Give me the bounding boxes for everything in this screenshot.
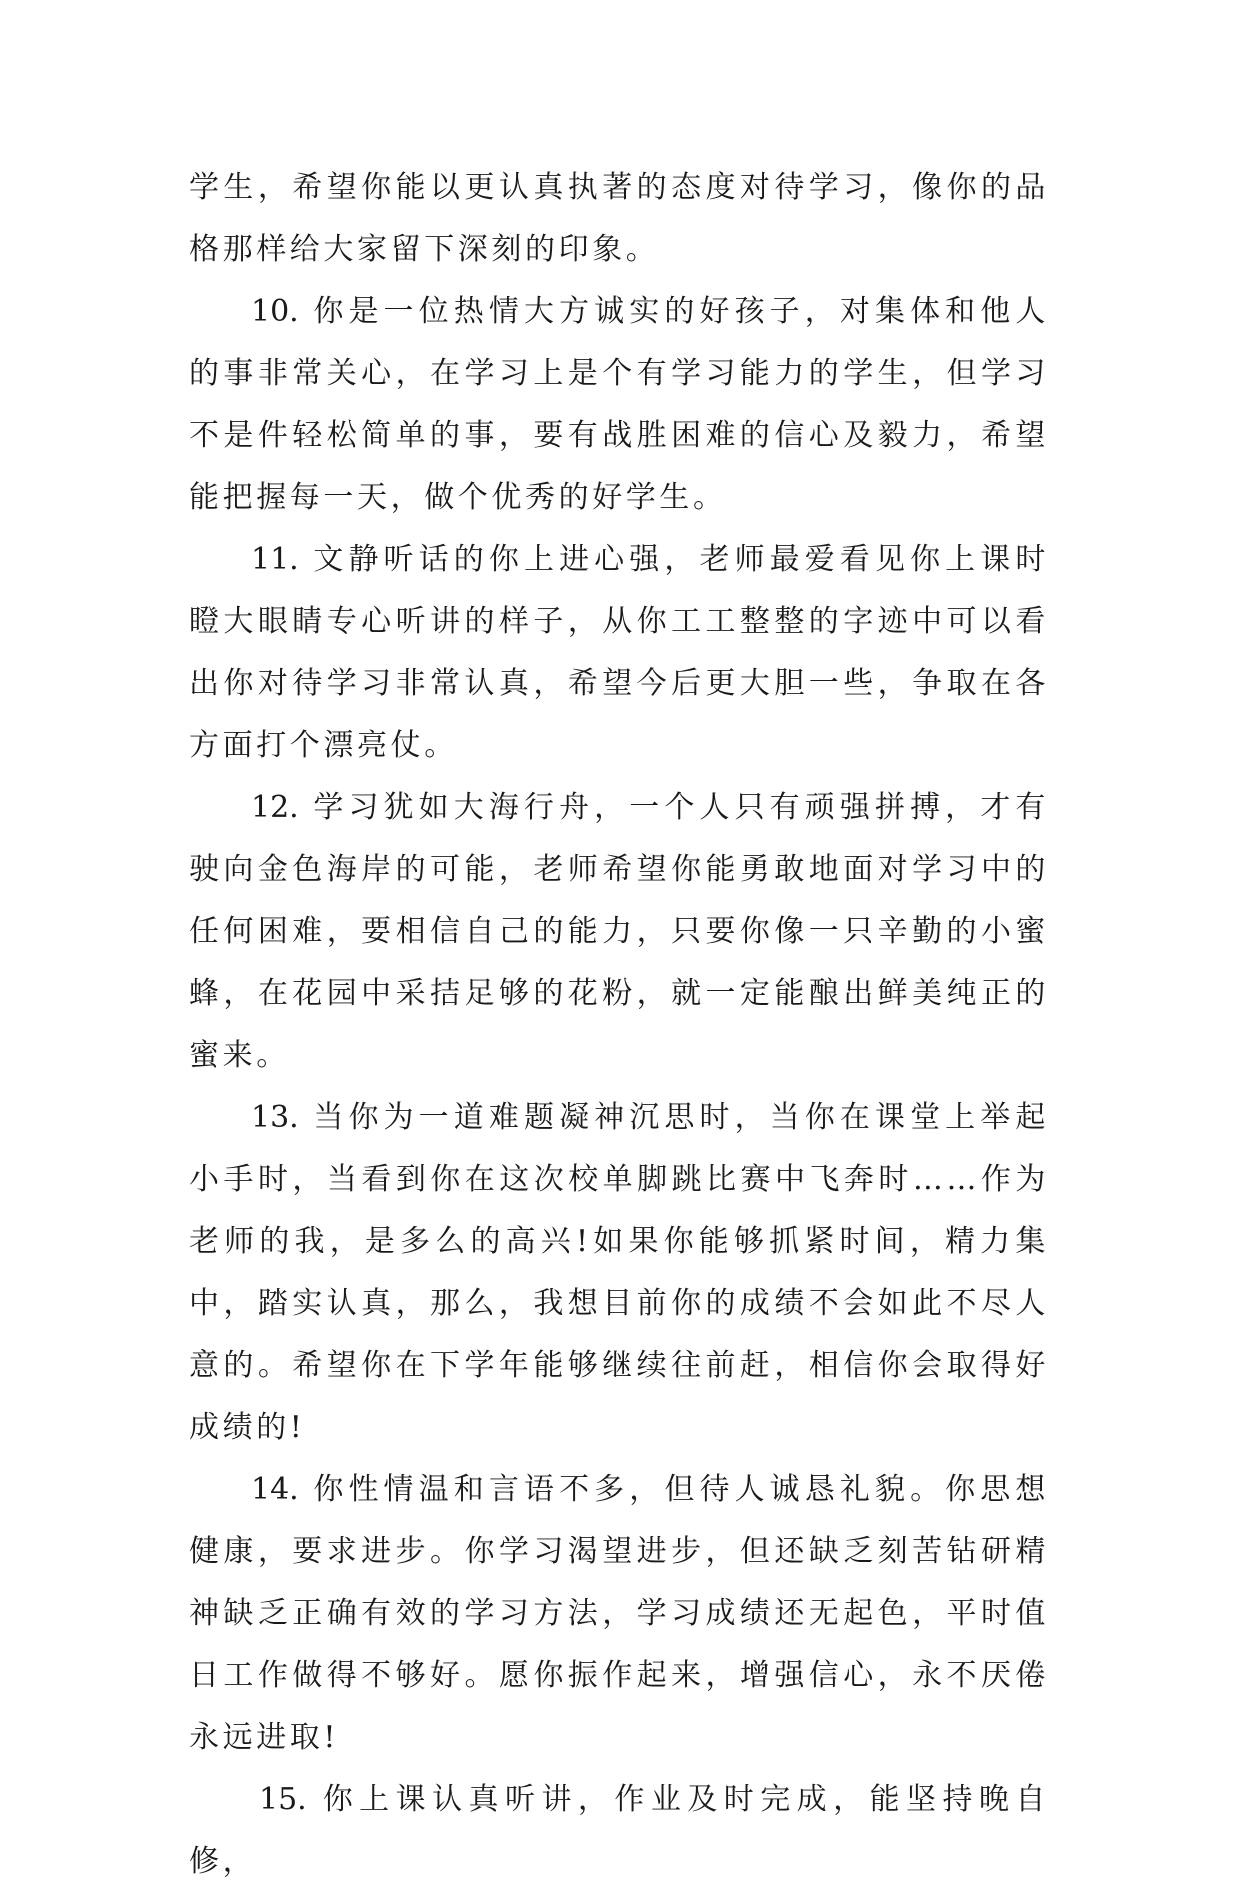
paragraph-number: 12.: [251, 790, 299, 825]
paragraph-text: 你性情温和言语不多，但待人诚恳礼貌。你思想健康，要求进步。你学习渴望进步，但还缺乏刻苦钻研精神缺乏正确有效的学习方法，学习成绩还无起色，平时值日工作做得不够好。愿你振作起来，增强信心，永不厌倦永远进取!: [189, 1472, 1049, 1755]
paragraph-12: [189, 777, 1049, 1087]
paragraph-text: 你是一位热情大方诚实的好孩子，对集体和他人的事非常关心，在学习上是个有学习能力的学生，但学习不是件轻松简单的事，要有战胜困难的信心及毅力，希望能把握每一天，做个优秀的好学生。: [189, 294, 1049, 515]
paragraph-text: 文静听话的你上进心强，老师最爱看见你上课时瞪大眼睛专心听讲的样子，从你工工整整的字迹中可以看出你对待学习非常认真，希望今后更大胆一些，争取在各方面打个漂亮仗。: [189, 542, 1049, 763]
paragraph-text: 当你为一道难题凝神沉思时，当你在课堂上举起小手时，当看到你在这次校单脚跳比赛中飞奔时……作为老师的我，是多么的高兴!如果你能够抓紧时间，精力集中，踏实认真，那么，我想目前你的成绩不会如此不尽人意的。希望你在下学年能够继续往前赶，相信你会取得好成绩的!: [189, 1100, 1049, 1445]
paragraph-number: 11.: [251, 542, 299, 577]
paragraph-11: [189, 529, 1049, 777]
paragraph-text: 你上课认真听讲，作业及时完成，能坚持晚自修，: [189, 1782, 1049, 1879]
paragraph-number: 15.: [259, 1782, 307, 1817]
paragraph-15: [189, 1769, 1049, 1893]
paragraph-text: 学习犹如大海行舟，一个人只有顽强拼搏，才有驶向金色海岸的可能，老师希望你能勇敢地面对学习中的任何困难，要相信自己的能力，只要你像一只辛勤的小蜜蜂，在花园中采拮足够的花粉，就一定能酿出鲜美纯正的蜜来。: [189, 790, 1049, 1073]
paragraph-14: [189, 1459, 1049, 1769]
document-body: [189, 157, 1049, 1893]
paragraph-10: [189, 281, 1049, 529]
paragraph-number: 13.: [251, 1100, 299, 1135]
paragraph-continued: [189, 157, 1049, 281]
paragraph-text: 学生，希望你能以更认真执著的态度对待学习，像你的品格那样给大家留下深刻的印象。: [189, 170, 1049, 267]
paragraph-number: 10.: [251, 294, 299, 329]
paragraph-number: 14.: [251, 1472, 299, 1507]
paragraph-13: [189, 1087, 1049, 1459]
